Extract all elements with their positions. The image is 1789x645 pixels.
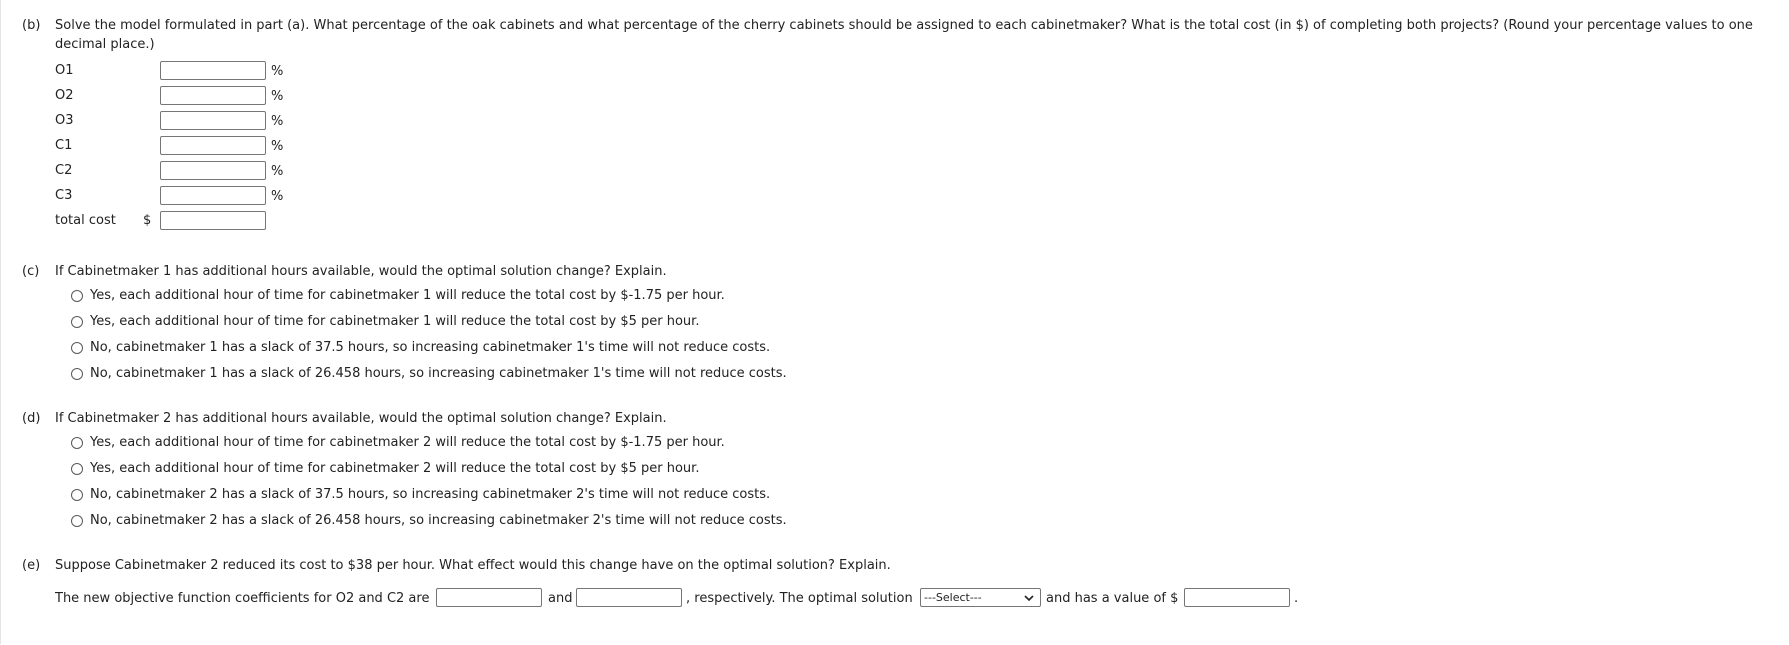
- part-e-marker: (e): [22, 558, 41, 573]
- part-d-option-4-text: No, cabinetmaker 2 has a slack of 26.458 hours, so increasing cabinetmaker 2's time will not reduce costs.: [90, 513, 787, 528]
- total-cost-input[interactable]: [160, 211, 266, 230]
- part-d-option-3[interactable]: [71, 487, 770, 502]
- o3-unit: %: [271, 114, 284, 129]
- part-c-option-4-text: No, cabinetmaker 1 has a slack of 26.458 hours, so increasing cabinetmaker 1's time will not reduce costs.: [90, 366, 787, 381]
- radio-button[interactable]: [71, 342, 83, 354]
- c2-input[interactable]: [160, 161, 266, 180]
- o2-input[interactable]: [160, 86, 266, 105]
- part-d-question: If Cabinetmaker 2 has additional hours available, would the optimal solution change? Explain.: [55, 411, 667, 426]
- part-c-option-1[interactable]: [71, 288, 725, 303]
- radio-button[interactable]: [71, 437, 83, 449]
- optimal-solution-select[interactable]: [920, 588, 1041, 607]
- value-text: and has a value of $: [1046, 591, 1179, 606]
- part-c-marker: (c): [22, 264, 40, 279]
- c2-unit: %: [271, 164, 284, 179]
- row-label-o1: O1: [55, 63, 74, 78]
- part-c-question: If Cabinetmaker 1 has additional hours available, would the optimal solution change? Explain.: [55, 264, 667, 279]
- part-c-option-4[interactable]: [71, 366, 787, 381]
- radio-button[interactable]: [71, 368, 83, 380]
- row-label-o2: O2: [55, 88, 74, 103]
- c1-input[interactable]: [160, 136, 266, 155]
- end-period: .: [1294, 591, 1299, 606]
- part-c-option-3-text: No, cabinetmaker 1 has a slack of 37.5 hours, so increasing cabinetmaker 1's time will not reduce costs.: [90, 340, 771, 355]
- radio-button[interactable]: [71, 316, 83, 328]
- radio-button[interactable]: [71, 489, 83, 501]
- part-c-option-1-text: Yes, each additional hour of time for cabinetmaker 1 will reduce the total cost by $-1.75 per hour.: [90, 288, 725, 303]
- radio-button[interactable]: [71, 463, 83, 475]
- row-label-c1: C1: [55, 138, 73, 153]
- solution-value-input[interactable]: [1184, 588, 1290, 607]
- part-d-option-2-text: Yes, each additional hour of time for cabinetmaker 2 will reduce the total cost by $5 per hour.: [90, 461, 700, 476]
- total-cost-label: total cost: [55, 213, 116, 228]
- chevron-down-icon: [1021, 592, 1037, 604]
- part-c-option-2[interactable]: [71, 314, 699, 329]
- part-d-option-4[interactable]: [71, 513, 787, 528]
- part-d-marker: (d): [22, 411, 41, 426]
- part-c-option-3[interactable]: [71, 340, 770, 355]
- c3-unit: %: [271, 189, 284, 204]
- row-label-c3: C3: [55, 188, 73, 203]
- radio-button[interactable]: [71, 290, 83, 302]
- select-value: ---Select---: [924, 591, 982, 604]
- c3-input[interactable]: [160, 186, 266, 205]
- part-b-marker: (b): [22, 18, 41, 33]
- part-d-option-2[interactable]: [71, 461, 699, 476]
- part-c-option-2-text: Yes, each additional hour of time for cabinetmaker 1 will reduce the total cost by $5 per hour.: [90, 314, 700, 329]
- row-label-o3: O3: [55, 113, 74, 128]
- respectively-text: , respectively. The optimal solution: [686, 591, 913, 606]
- part-e-question: Suppose Cabinetmaker 2 reduced its cost to $38 per hour. What effect would this change have on the optimal solution? Explain.: [55, 558, 891, 573]
- o3-input[interactable]: [160, 111, 266, 130]
- radio-button[interactable]: [71, 515, 83, 527]
- part-d-option-1[interactable]: [71, 435, 725, 450]
- o1-unit: %: [271, 64, 284, 79]
- part-b-question-line1: Solve the model formulated in part (a). What percentage of the oak cabinets and what percentage of the cherry cabinets should be assigned to each cabinetmaker? What is the total cost (in $) of completing both projects? (Round your percentage values to one: [55, 18, 1753, 33]
- total-cost-currency: $: [143, 213, 152, 228]
- part-d-option-1-text: Yes, each additional hour of time for cabinetmaker 2 will reduce the total cost by $-1.75 per hour.: [90, 435, 725, 450]
- part-b-question-line2: decimal place.): [55, 37, 155, 52]
- o2-unit: %: [271, 89, 284, 104]
- o2-coefficient-input[interactable]: [436, 588, 542, 607]
- c2-coefficient-input[interactable]: [576, 588, 682, 607]
- part-d-option-3-text: No, cabinetmaker 2 has a slack of 37.5 hours, so increasing cabinetmaker 2's time will not reduce costs.: [90, 487, 771, 502]
- part-e-sentence-start: The new objective function coefficients for O2 and C2 are: [55, 591, 430, 606]
- c1-unit: %: [271, 139, 284, 154]
- o1-input[interactable]: [160, 61, 266, 80]
- row-label-c2: C2: [55, 163, 73, 178]
- and-text: and: [548, 591, 573, 606]
